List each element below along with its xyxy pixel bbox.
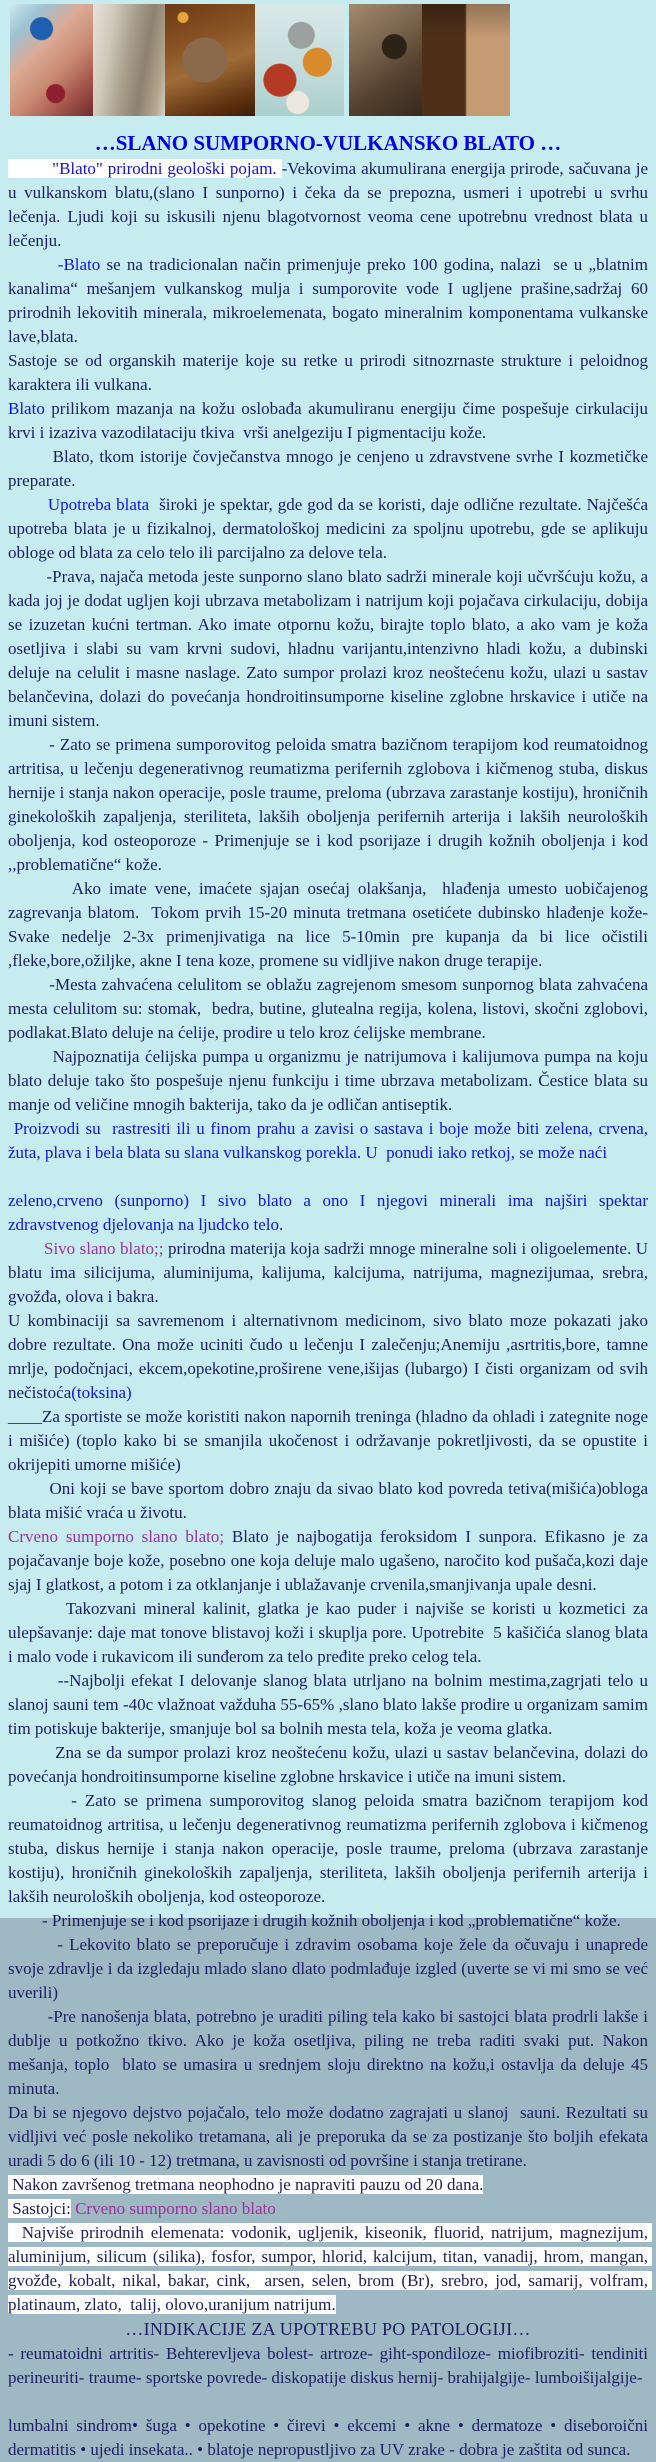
cellulite-paragraph xyxy=(8,973,653,1045)
results-paragraph xyxy=(8,2101,653,2173)
page-title-text: …SLANO SUMPORNO-VULKANSKO BLATO … xyxy=(94,131,562,155)
composition-paragraph xyxy=(8,349,653,397)
text-segment: U kombinaciji sa savremenom i alternativnom medicinom, sivo blato moze pokazati jako dobre rezultate. Ona može uciniti čudo u lečenju I zalečenju;Anemiju ,asrtritis,bore, tamne mrlje, podočnjaci, ekcem,opekotine,proširene vene,išijas (lubargo) I čisti organizam od svih nečistoća xyxy=(8,1311,653,1402)
text-segment: -Pre nanošenja blata, potrebno je uraditi piling tela kako bi sastojci blata prodrli lakše i dublje u potkožno tkivo. Ako je koža osetljiva, piling ne treba raditi svaki put. Nakon mešanja, toplo blato se umasira u srednjem sloju direktno na kožu,i ostavlja da deluje 45 minuta. xyxy=(8,2007,653,2098)
spacer xyxy=(8,2390,648,2414)
photo-two-tone-woman-face xyxy=(422,4,510,116)
sulfur-paragraph xyxy=(8,1741,653,1789)
text-segment: Najpoznatija ćelijska pumpa u organizmu je natrijumova i kalijumova pumpa na koju blato deluje tako što pospešuje njenu funkciju i time ubrzava metabolizam. Čestice blata su manje od veličine mnogih bakterija, tako da je odličan antiseptik. xyxy=(8,1047,653,1114)
text-segment: Blato, tkom istorije čovječanstva mnogo je cenjeno u zdravstvene svrhe I kozmetičke preparate. xyxy=(8,447,653,490)
indications-list2-paragraph xyxy=(8,2414,653,2462)
colors-paragraph xyxy=(8,1189,653,1237)
photo-mud-massage-treatment xyxy=(165,4,255,116)
sauna-paragraph xyxy=(8,1669,653,1741)
text-segment: lumbalni sindrom• šuga • opekotine • čirevi • ekcemi • akne • dermatoze • diseboroični dermatitis • ujedi insekata.. • blatoje nepropustljivo za UV zrake - dobra je zaštita od sunca. xyxy=(8,2416,653,2459)
text-segment: Ako imate vene, imaćete sjajan osećaj olakšanja, hlađenja umesto uobičajenog zagrevanja blatom. Tokom prvih 15-20 minuta tretmana osetićete dubinsko hlađenje kože-Svake nedelje 2-3x primenjivatiga na lice 5-10min pre kupanja da bi lice očistili ,fleke,bore,ožiljke, akne I tena koze, promene su vidljive nakon druge terapije. xyxy=(8,879,653,970)
text-segment: Sastoje se od organskih materije koje su retke u prirodi sitnozrnaste strukture i peloidnog karaktera ili vulkana. xyxy=(8,351,653,394)
photo-mud-covered-back xyxy=(93,4,165,116)
spacer xyxy=(8,1165,648,1189)
text-segment: ____ xyxy=(8,1407,42,1426)
page-title xyxy=(8,130,648,157)
text-segment: zeleno,crveno (sunporno) I sivo blato a ono I njegovi minerali ima najširi spektar zdravstvenog djelovanja na ljudcko telo. xyxy=(8,1191,653,1234)
text-segment: "Blato" prirodni geološki pojam. xyxy=(8,159,282,178)
pause-paragraph xyxy=(8,2173,648,2197)
text-segment: široki je spektar, gde god da se koristi, daje odlične rezultate. Najčešća upotreba blata je u fizikalnoj, dermatološkoj medicini za spoljnu upotrebu, gde se aplikuju obloge od blata za celo telo ili parcijalno za delove tela. xyxy=(8,495,653,562)
text-segment: - reumatoidni artritis- Behterevljeva bolest- artroze- giht-spondiloze- miofibroziti- tendiniti perineuriti- traume- sportske povrede- diskopatije diskus hernij- brahijalgije- lumboišijalgije- xyxy=(8,2344,653,2387)
header-photo-strip xyxy=(0,0,656,116)
text-segment xyxy=(8,1239,44,1258)
text-segment: Zna se da sumpor prolazi kroz neoštećenu kožu, ulazi u sastav belančevina, dolazi do povećanja hondroitinsumporne kiseline zglobne hrskavice i utiče na imuni sistem. xyxy=(8,1743,653,1786)
text-segment: Oni koji se bave sportom dobro znaju da sivao blato kod povreda tetiva(mišića)obloga blata mišić vraća u životu. xyxy=(8,1479,653,1522)
text-segment: Crveno sumporno slano blato xyxy=(70,2199,276,2218)
text-segment: --Najbolji efekat I delovanje slanog blata utrljano na bolnim mestima,zagrjati telo u slanoj sauni tem -40c vlažnoat važduha 55-65% ,slano blato lakše prodire u organizam samim tim potiskuje bakterije, smanjuje bol sa bolnih mesta tela, koža je veoma glatka. xyxy=(8,1671,653,1738)
indications-list-paragraph xyxy=(8,2342,653,2390)
text-segment: Sivo slano blato;; xyxy=(44,1239,164,1258)
photo-mud-volcano xyxy=(349,4,422,116)
text-segment: -Blato xyxy=(57,255,101,274)
text-segment: Da bi se njegovo dejstvo pojačalo, telo može dodatno zagrajati u slanoj sauni. Rezultati su vidljivi već posle nekoliko tretamana, ali je preporuka da se za postizanje što boljih efekata uradi 5 do 6 (ili 10 - 12) tretmana, u zavisnosti od površine i stanja tretirane. xyxy=(8,2103,653,2170)
text-segment: Nakon završenog tretmana neophodno je napraviti pauzu od 20 dana. xyxy=(8,2175,484,2194)
method-paragraph xyxy=(8,565,653,733)
elements-paragraph xyxy=(8,2221,653,2317)
athletes-paragraph xyxy=(8,1405,653,1477)
products-paragraph xyxy=(8,1117,653,1165)
text-segment: - Lekovito blato se preporučuje i zdravim osobama koje žele da očuvaju i unaprede svoje zdravlje i da izgledaju mlado slano dlato podmlađuje izgled (uverte se vi mi smo se već uverili) xyxy=(8,1935,653,2002)
therapy2-paragraph xyxy=(8,1789,653,1909)
text-segment xyxy=(8,255,58,274)
text-segment: Takozvani mineral kalinit, glatka je kao puder i najviše se koristi u kozmetici za ulepšavanje: daje mat tonove blistavoj koži i skuplja pore. Upotrebite 5 kašičića slanog blata i malo vode i rukavicom ili sunđerom za telo pređite preko celog tela. xyxy=(8,1599,653,1666)
text-segment: - Zato se primena sumporovitog slanog peloida smatra bazičnom terapijom kod reumatoidnog artritisa, u lečenju degenerativnog reumatizma perifernih zglobova i kičmenog stuba, diskus hernije i stanja nakon operacije, posle traume, preloma (ubrzava zarastanje kostiju), hroničnih ginekoloških zapaljenja, steriliteta, lakših oboljenja perifernih arterija i lakših neuroloških oboljenja, kod osteoporoze. xyxy=(8,1791,653,1906)
text-segment: Upotreba blata xyxy=(47,495,150,514)
text-segment: Blato je najbogatija feroksidom I sunpora. Efikasno je za pojačavanje boje kože, posebno one koja deluje malo ugašeno, naročito kod pušača,kozi daje sjaj I glatkost, a potom i za otklanjanje i ublažavanje crvenila,smanjivanja upale desni. xyxy=(8,1527,653,1594)
text-segment: …INDIKACIJE ZA UPOTREBU PO PATOLOGIJI… xyxy=(125,2319,531,2339)
text-segment: Sastojci: xyxy=(8,2199,71,2218)
kaolin-paragraph xyxy=(8,1597,653,1669)
text-segment: -Vekovima akumulirana energija prirode, sačuvana je u vulkanskom blatu,(slano I sunporno) i čeka da se prepozna, usmeri i upotrebi u svrhu lečenja. Ljudi koji su iskusili njenu blagotvornost veoma cene upotrebnu vrednost blata u lečenju. xyxy=(8,159,653,250)
text-segment: prilikom mazanja na kožu oslobađa akumuliranu energiju čime pospešuje cirkulaciju krvi i izaziva vazodilataciju tkiva vrši anelgeziju I pigmentaciju kože. xyxy=(8,399,653,442)
tradition-paragraph xyxy=(8,253,653,349)
text-segment: se na tradicionalan način primenjuje preko 100 godina, nalazi se u „blatnim kanalima“ mešanjem vulkanskog mulja i sumporovite vode I ugljene prašine,sadržaj 60 prirodnih lekovitih minerala, mikroelemenata, bogato mineralnim komponentama vulkanske lave,blata. xyxy=(8,255,653,346)
text-segment: - Zato se primena sumporovitog peloida smatra bazičnom terapijom kod reumatoidnog artritisa, u lečenju degenerativnog reumatizma perifernih zglobova i kičmenog stuba, diskus hernije i stanja nakon operacije, posle traume, preloma (ubrzava zarastanje kostiju), hroničnih ginekoloških zapaljenja, steriliteta, lakših oboljenja perifernih arterija i lakših neuroloških oboljenja, kod osteoporoze - Primenjuje se i kod psorijaze i drugih kožnih oboljenja i kod ,,problematične“ kože. xyxy=(8,735,653,874)
text-segment: Blato xyxy=(8,399,45,418)
sport-injury-paragraph xyxy=(8,1477,653,1525)
text-segment: (toksina) xyxy=(71,1383,132,1402)
document-body xyxy=(0,116,656,2462)
text-segment: - Primenjuje se i kod psorijaze i drugih kožnih oboljenja i kod „problematične“ kože. xyxy=(8,1911,621,1930)
red-mud-paragraph xyxy=(8,1525,653,1597)
text-segment: -Prava, najača metoda jeste sunporno slano blato sadrži minerale koji učvršćuju kožu, a kada joj je dodat ugljen koji ubrzava metabolizam i natrijum koji pojačava cirkulaciju, dobija se izuzetan kućni tertman. Ako imate otpornu kožu, birajte toplo blato, a ako vam je koža osetljiva i slabi su vam krvni sudovi, hladnu varijantu,intenzivno hladi kožu, a dubinski deluje na celulit i masne naslage. Zato sumpor prolazi kroz neoštećenu kožu, ulazi u sastav belančevina, dolazi do povećanja hondroitinsumporne kiseline zglobne hrskavice i utiče na imuni sistem. xyxy=(8,567,653,730)
ingredients-label-paragraph xyxy=(8,2197,648,2221)
intro-paragraph xyxy=(8,157,653,253)
grey-mud-paragraph xyxy=(8,1237,653,1309)
combination-paragraph xyxy=(8,1309,653,1405)
text-segment: Za sportiste se može koristiti nakon napornih treninga (hladno da ohladi i zategnite noge i mišiće) (toplo kako bi se smanjila ukočenost i održavanje pokretljivosti, da se opustite i okrijepiti umorne mišiće) xyxy=(8,1407,653,1474)
text-segment: Najviše prirodnih elemenata: vodonik, ugljenik, kiseonik, fluorid, natrijum, magnezijum, aluminijum, silicum (silika), fosfor, sumpor, hlorid, kalcijum, titan, vanadij, hrom, mangan, gvožđe, kobalt, nikal, bakar, cink, arsen, selen, brom (Br), srebro, jod, samarij, volfram, platinaum, zlato, talij, olovo,uranijum natrijum. xyxy=(8,2223,653,2314)
psoriasis-paragraph xyxy=(8,1909,648,1933)
text-segment: Proizvodi su rastresiti ili u finom prahu a zavisi o sastava i boje može biti zelena, crvena, žuta, plava i bela blata su slana vulkanskog porekla. U ponudi iako retkoj, se može naći xyxy=(8,1119,653,1162)
therapy-paragraph xyxy=(8,733,653,877)
healthy-people-paragraph xyxy=(8,1933,653,2005)
text-segment: -Mesta zahvaćena celulitom se oblažu zagrejenom smesom sunpornog blata zahvaćena mesta celulitom su: stomak, bedra, butine, glutealna regija, kolena, listovi, skočni zglobovi, podlakat.Blato deluje na ćelije, prodire u telo kroz ćelijske membrane. xyxy=(8,975,653,1042)
photo-woman-face-blue-eyeshadow xyxy=(10,4,93,116)
peeling-paragraph xyxy=(8,2005,653,2101)
text-segment: prirodna materija koja sadrži mnoge mineralne soli i oligoelemente. U blatu ima silicijuma, aluminijuma, kalijuma, kalcijuma, natrijuma, magnezijumaa, srebra, gvožđa, olova i bakra. xyxy=(8,1239,653,1306)
indications-heading xyxy=(8,2317,648,2342)
veins-paragraph xyxy=(8,877,653,973)
pump-paragraph xyxy=(8,1045,653,1117)
paragraph-container xyxy=(8,157,653,2462)
history-paragraph xyxy=(8,445,653,493)
usage-paragraph xyxy=(8,493,653,565)
photo-mineral-powder-piles xyxy=(255,4,344,116)
text-segment xyxy=(8,495,48,514)
circulation-paragraph xyxy=(8,397,653,445)
text-segment: Crveno sumporno slano blato; xyxy=(8,1527,225,1546)
